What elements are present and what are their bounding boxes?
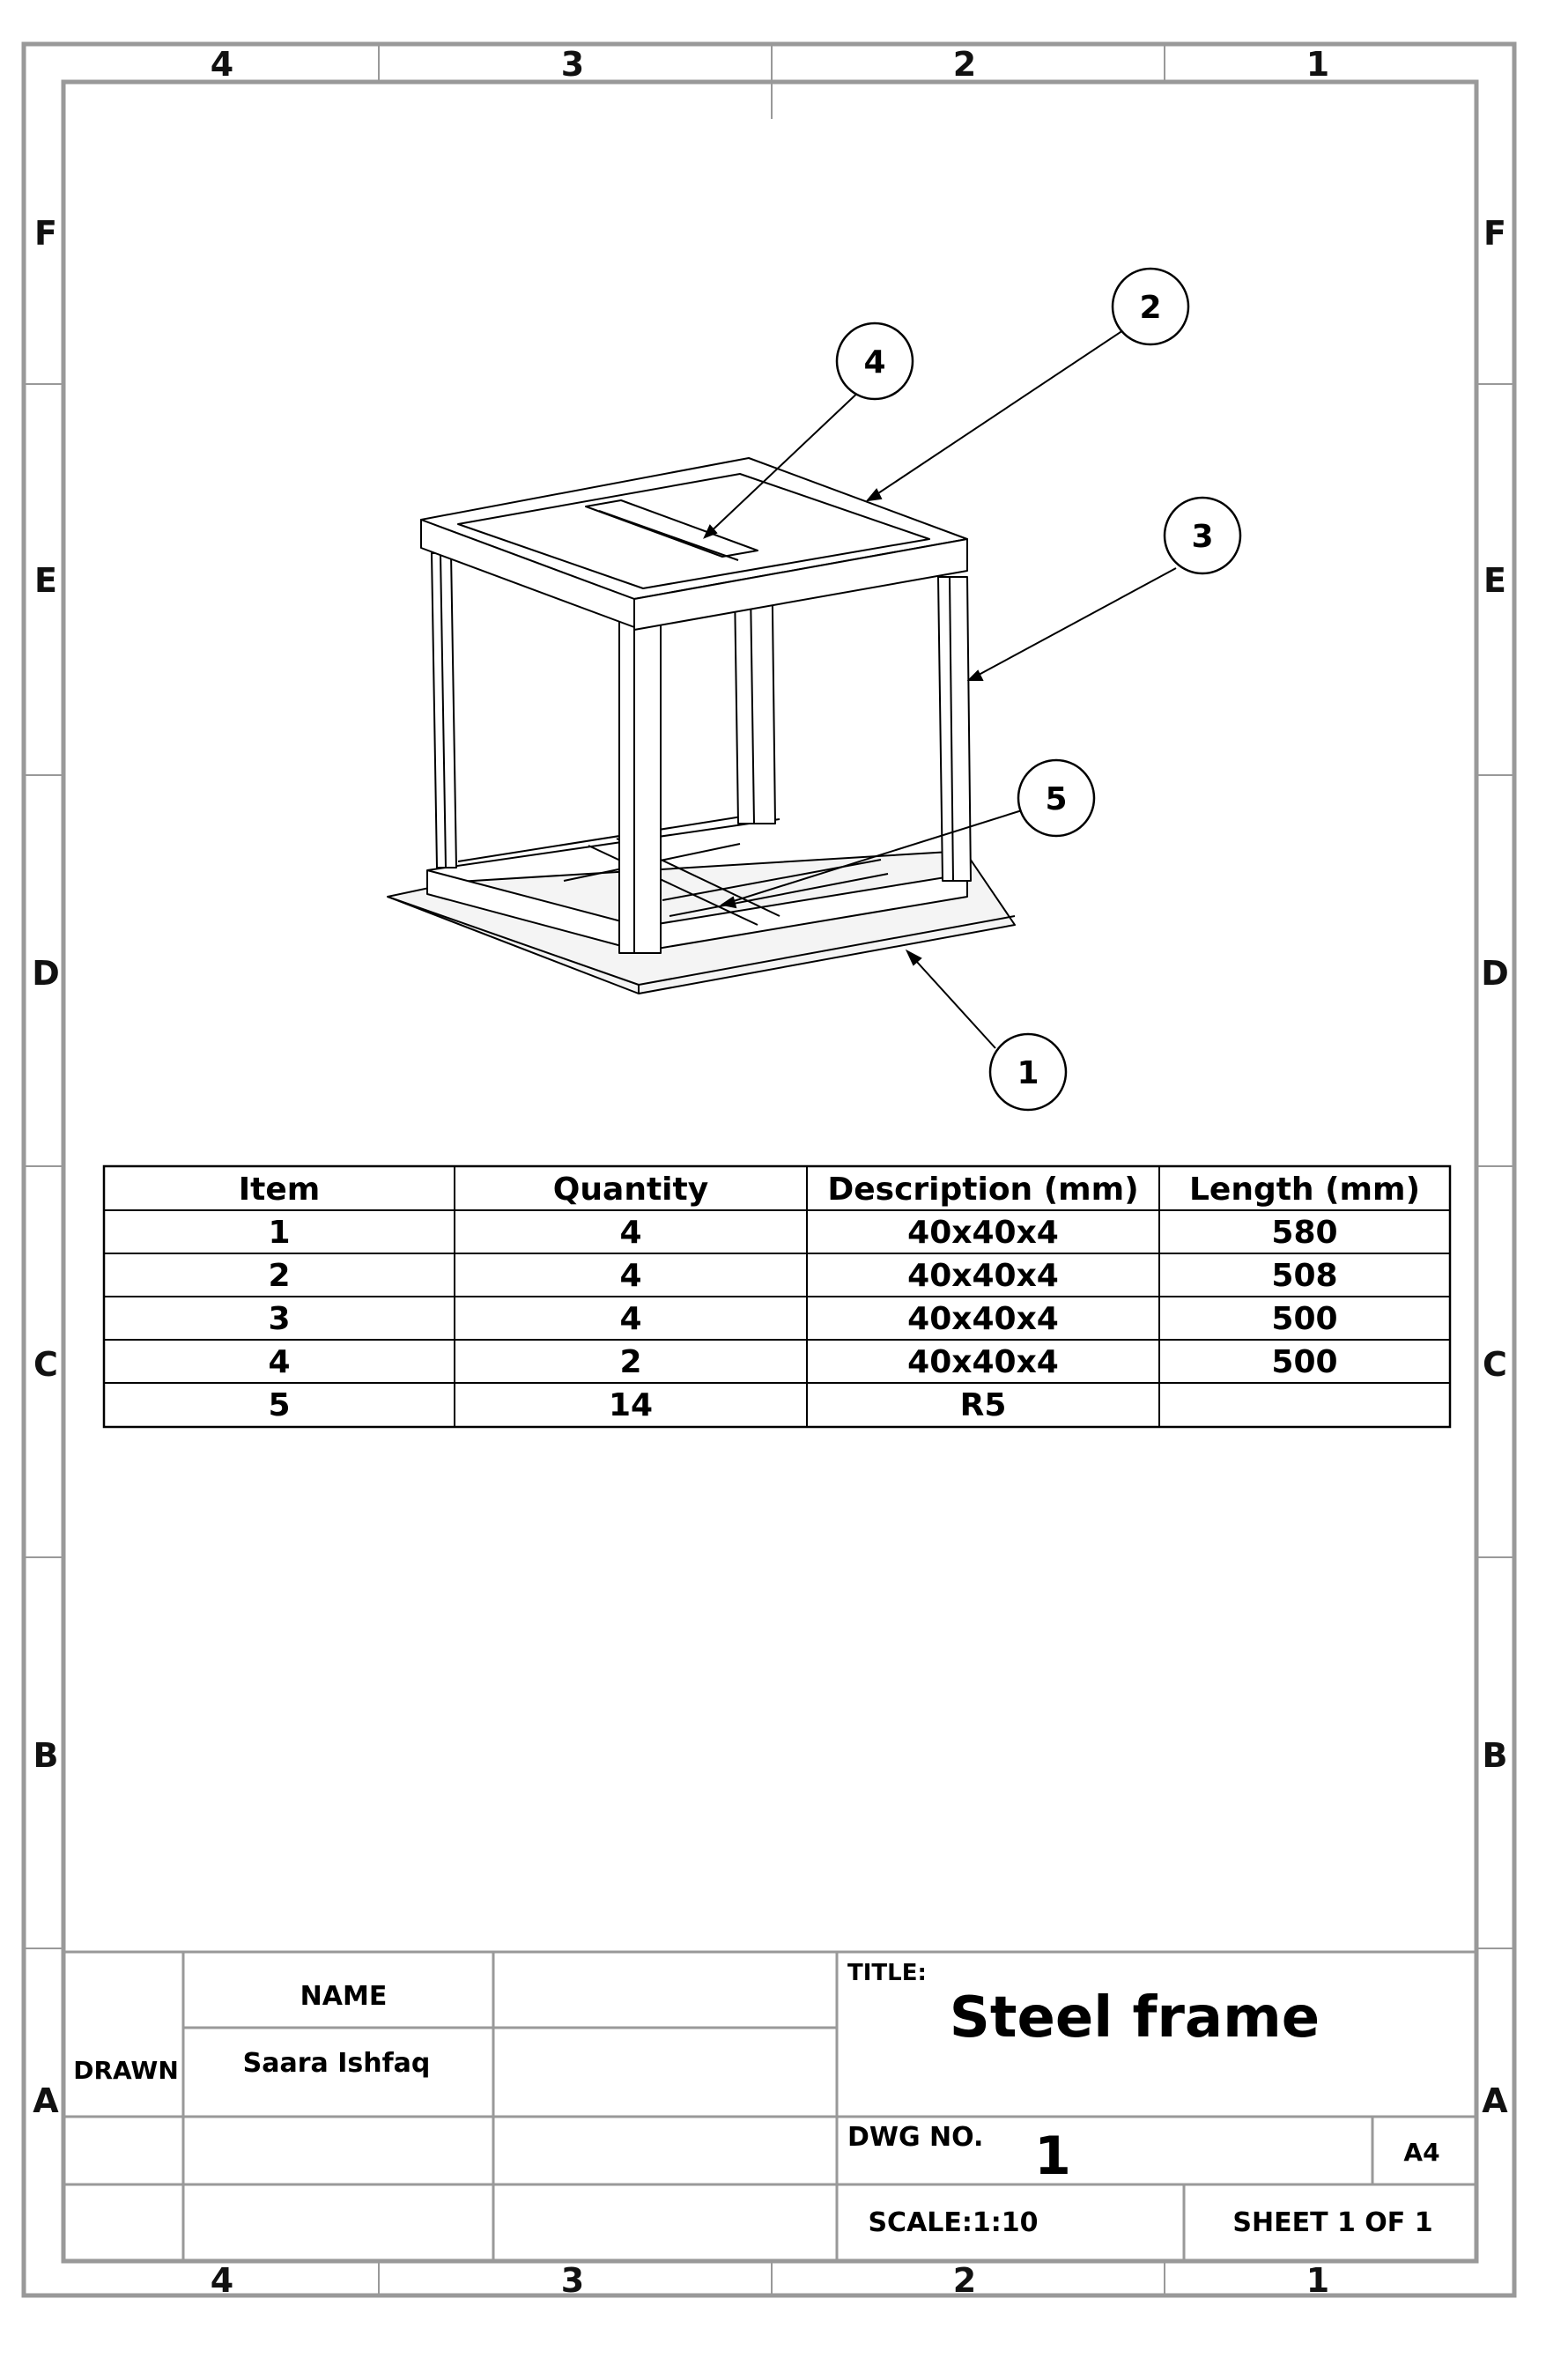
zone-row-left-a: A [33,2081,59,2120]
sheet-size: A4 [1403,2138,1440,2167]
zone-col-bottom-3: 3 [560,2261,585,2300]
balloon-5-label: 5 [1045,781,1068,817]
zone-row-left-e: E [34,561,57,600]
bom-cell: 40x40x4 [907,1344,1059,1380]
zone-row-right-f: F [1483,214,1506,253]
zone-col-top-1: 1 [1306,45,1330,84]
bom-cell: 2 [268,1258,291,1294]
bom-cell: 4 [619,1215,642,1251]
bom-header-description: Description (mm) [827,1172,1139,1208]
bom-cell: 4 [619,1301,642,1337]
drawn-by-name: Saara Ishfaq [242,2048,431,2079]
zone-row-left-d: D [32,954,60,993]
steel-frame-isometric-view [388,458,1015,994]
bom-cell: 4 [619,1258,642,1294]
bom-cell: 4 [268,1344,291,1380]
zone-col-top-2: 2 [952,45,977,84]
drawing-title: Steel frame [949,1985,1320,2051]
zone-col-bottom-4: 4 [210,2261,234,2300]
balloon-2-label: 2 [1139,290,1162,326]
bom-cell: 500 [1271,1301,1338,1337]
balloon-3-label: 3 [1191,519,1214,555]
zone-row-left-c: C [33,1345,58,1384]
bom-cell: 40x40x4 [907,1258,1059,1294]
bom-header-quantity: Quantity [552,1172,709,1208]
zone-col-top-4: 4 [210,45,234,84]
zone-row-left-b: B [33,1736,59,1775]
zone-col-bottom-2: 2 [952,2261,977,2300]
bom-cell: 5 [268,1387,291,1423]
bom-cell: 40x40x4 [907,1215,1059,1251]
zone-row-left-f: F [34,214,57,253]
balloon-3 [1165,498,1240,573]
bom-cell: 3 [268,1301,291,1337]
post-front [619,617,661,953]
zone-row-right-b: B [1482,1736,1508,1775]
bom-cell: 500 [1271,1344,1338,1380]
bom-table [104,1166,1450,1427]
bom-header-item: Item [238,1172,321,1208]
balloon-4 [837,323,913,399]
bom-cell: R5 [959,1387,1007,1423]
zone-col-top-3: 3 [560,45,585,84]
zone-row-right-e: E [1483,561,1506,600]
dwg-number: 1 [1034,2125,1071,2187]
sheet-number: SHEET 1 OF 1 [1232,2207,1433,2238]
balloon-2 [1113,269,1188,344]
name-header: NAME [300,1981,388,2012]
title-label: TITLE: [847,1960,927,1986]
dwg-no-label: DWG NO. [847,2122,984,2153]
zone-row-right-a: A [1482,2081,1508,2120]
scale-label: SCALE:1:10 [868,2207,1039,2238]
bom-cell: 2 [619,1344,642,1380]
zone-col-bottom-1: 1 [1306,2261,1330,2300]
bom-cell: 1 [268,1215,291,1251]
bom-cell: 580 [1271,1215,1338,1251]
balloon-5 [1018,760,1094,836]
zone-row-right-c: C [1483,1345,1507,1384]
zone-row-right-d: D [1481,954,1509,993]
bom-header-length: Length (mm) [1188,1172,1421,1208]
balloon-1 [990,1034,1066,1110]
title-block [63,1952,1476,2261]
balloon-4-label: 4 [863,344,886,381]
bom-cell: 40x40x4 [907,1301,1059,1337]
drawn-label: DRAWN [73,2056,179,2085]
bom-cell: 508 [1271,1258,1338,1294]
bom-cell: 14 [608,1387,654,1423]
balloon-1-label: 1 [1017,1055,1039,1091]
